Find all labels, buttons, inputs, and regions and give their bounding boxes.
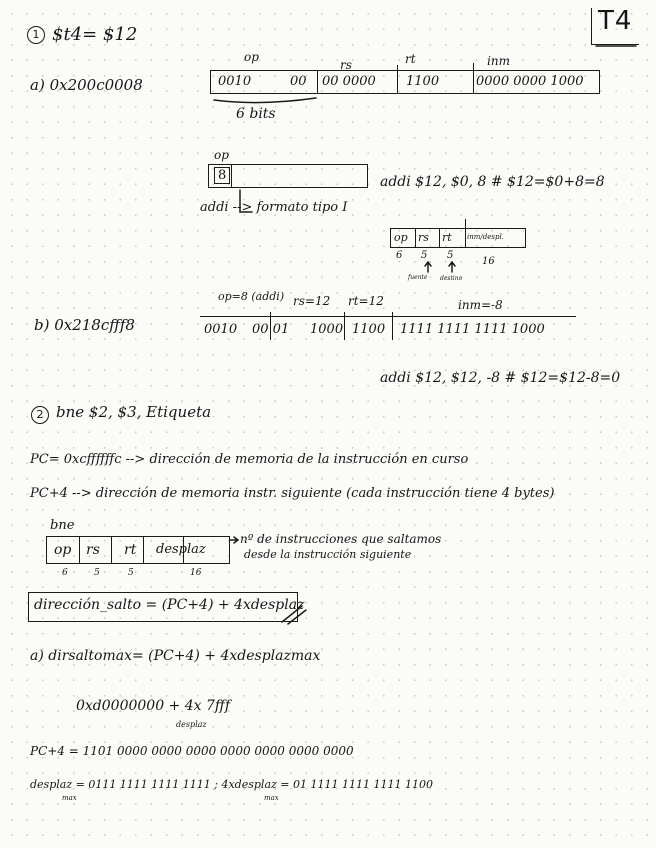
small-box-value: 8 [214, 167, 230, 184]
bne-note-1: nº de instrucciones que saltamos [240, 532, 442, 546]
q2a-line: a) dirsaltomax= (PC+4) + 4xdesplazmax [30, 648, 321, 664]
format-note: addi --> formato tipo I [200, 200, 348, 215]
bne-cell-rt: rt [124, 542, 137, 558]
q1b-instruction: addi $12, $12, -8 # $12=$12-8=0 [380, 370, 621, 386]
q1b-bits-op: 0010 [204, 322, 238, 337]
q2a-calc: 0xd0000000 + 4x 7fff [76, 698, 231, 714]
format-cell-rs: rs [418, 231, 429, 244]
bne-cell-op: op [54, 542, 72, 558]
destino-label: destino [440, 275, 463, 282]
bne-size-desplaz: 16 [190, 568, 202, 578]
q1b-header-op: op=8 (addi) [218, 290, 285, 303]
q1b-header-imm: inm=-8 [458, 298, 503, 312]
bne-note-2: desde la instrucción siguiente [244, 548, 412, 561]
format-size-imm: 16 [482, 256, 495, 267]
q1a-header-imm: inm [487, 54, 510, 68]
fuente-arrow [425, 262, 431, 272]
q1a-bits-op: 0010 [218, 74, 252, 89]
bne-size-op: 6 [62, 568, 68, 578]
question-1-number: 1 [27, 26, 45, 44]
formula-strike [282, 606, 306, 624]
question-1-title: $t4= $12 [52, 24, 138, 45]
bne-cell-desplaz: desplaz [156, 542, 206, 557]
destino-arrow [449, 262, 455, 272]
page-tag: T4 [598, 6, 633, 36]
q1a-bits-rt: 1100 [406, 74, 440, 89]
small-box-label: op [214, 148, 229, 162]
q1a-instruction: addi $12, $0, 8 # $12=$0+8=8 [380, 174, 605, 190]
q1b-header-rs: rs=12 [293, 294, 331, 308]
fuente-label: fuente [408, 274, 428, 281]
bne-cell-rs: rs [86, 542, 100, 558]
question-2-title: bne $2, $3, Etiqueta [56, 403, 212, 421]
bne-note-arrow [230, 537, 238, 543]
q1a-op-bits-note: 6 bits [236, 106, 276, 122]
bne-size-rs: 5 [94, 568, 100, 578]
bne-size-rt: 5 [128, 568, 134, 578]
format-size-rt: 5 [447, 250, 454, 261]
branch-formula: dirección_salto = (PC+4) + 4xdesplaz [34, 597, 305, 613]
pc4-bits: PC+4 = 1101 0000 0000 0000 0000 0000 0000 0000 [30, 744, 354, 758]
bne-label: bne [50, 518, 75, 533]
q1a-bits-rs: 00 0000 [322, 74, 376, 89]
pc4-line: PC+4 --> dirección de memoria instr. siguiente (cada instrucción tiene 4 bytes) [30, 486, 555, 501]
desplaz-bits: desplaz = 0111 1111 1111 1111 ; 4xdesplaz = 01 1111 1111 1111 1100 [30, 778, 433, 791]
q1b-bits-imm: 1111 1111 1111 1000 [400, 322, 545, 337]
small-box-arrow [240, 190, 252, 212]
pc-line: PC= 0xcffffffc --> dirección de memoria de la instrucción en curso [30, 452, 469, 467]
q1b-label: b) 0x218cfff8 [34, 316, 135, 334]
q1a-bits-imm: 0000 0000 1000 [476, 74, 584, 89]
q1a-bits-op-tail: 00 [290, 74, 307, 89]
format-cell-rt: rt [442, 231, 452, 244]
q1b-bits-op-rs: 00 01 [252, 322, 290, 337]
q1b-bits-rt: 1100 [352, 322, 386, 337]
max-subscript-1: max [62, 794, 77, 802]
q1a-header-rt: rt [405, 52, 416, 66]
q1a-label: a) 0x200c0008 [30, 76, 143, 94]
q1b-bits-rs: 1000 [310, 322, 344, 337]
format-size-rs: 5 [421, 250, 428, 261]
max-subscript-2: max [264, 794, 279, 802]
question-2-number: 2 [31, 406, 49, 424]
op-bits-bracket [214, 98, 316, 103]
q2a-calc-sub: desplaz [176, 720, 207, 729]
q1a-header-rs: rs [340, 58, 352, 72]
format-size-op: 6 [396, 250, 403, 261]
format-cell-imm: inm/despl. [467, 233, 504, 241]
q1a-header-op: op [244, 50, 259, 64]
format-cell-op: op [394, 231, 408, 244]
q1b-header-rt: rt=12 [348, 294, 384, 308]
